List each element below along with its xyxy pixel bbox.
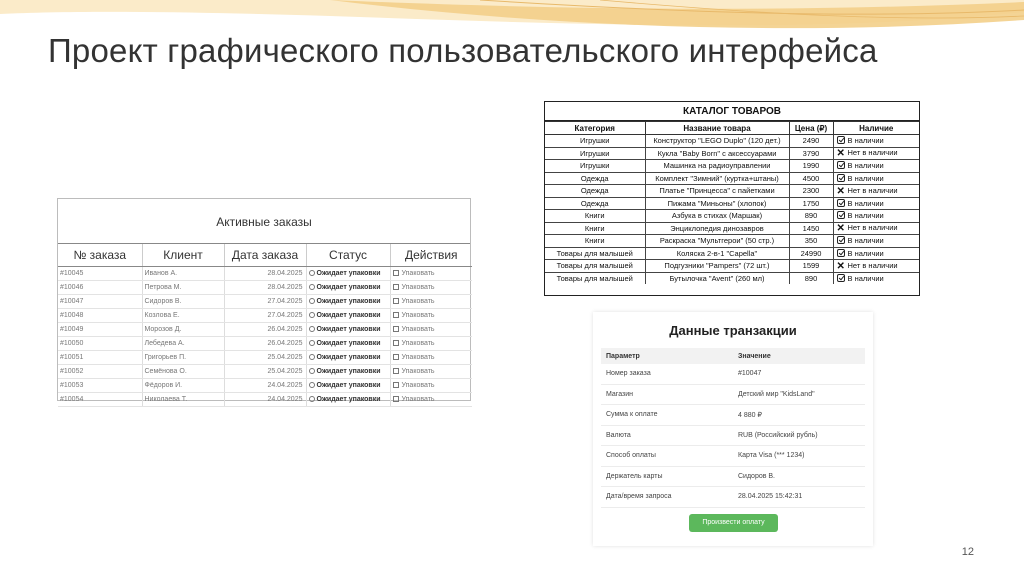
orders-cell-status xyxy=(306,393,390,407)
catalog-product-name: Азбука в стихах (Маршак) xyxy=(645,210,789,223)
orders-row xyxy=(58,337,472,351)
catalog-category: Игрушки xyxy=(545,135,645,148)
cross-icon: ✕ xyxy=(836,185,845,197)
catalog-category: Книги xyxy=(545,235,645,248)
orders-cell-order-number xyxy=(58,267,142,281)
order-number-text: #10048 xyxy=(60,312,84,319)
transaction-row xyxy=(601,487,865,508)
catalog-price: 2300 xyxy=(789,185,833,198)
catalog-availability xyxy=(833,235,919,248)
status-text: Ожидает упаковки xyxy=(316,298,381,305)
transaction-column-header: Параметр xyxy=(601,348,733,364)
order-number-text: #10046 xyxy=(60,284,84,291)
orders-cell-client xyxy=(142,351,224,365)
orders-cell-order-date xyxy=(224,337,306,351)
catalog-row xyxy=(545,135,919,148)
action-text: Упаковать xyxy=(401,340,435,347)
transaction-value: Сидоров В. xyxy=(733,466,865,487)
orders-column-header: № заказа xyxy=(58,244,142,267)
orders-cell-action[interactable] xyxy=(390,365,472,379)
client-text: Фёдоров И. xyxy=(144,382,183,389)
order-number-text: #10053 xyxy=(60,382,84,389)
action-text: Упаковать xyxy=(401,270,435,277)
orders-cell-status xyxy=(306,337,390,351)
catalog-column-header: Категория xyxy=(545,122,645,135)
active-orders-table xyxy=(57,198,471,401)
catalog-availability xyxy=(833,260,919,273)
orders-cell-action[interactable] xyxy=(390,337,472,351)
orders-cell-client xyxy=(142,309,224,323)
action-text: Упаковать xyxy=(401,312,435,319)
transaction-param: Дата/время запроса xyxy=(601,487,733,508)
package-icon xyxy=(393,270,399,276)
orders-column-header: Клиент xyxy=(142,244,224,267)
catalog-product-name: Подгузники "Pampers" (72 шт.) xyxy=(645,260,789,273)
orders-cell-order-date xyxy=(224,267,306,281)
clock-icon xyxy=(309,326,315,332)
status-text: Ожидает упаковки xyxy=(316,382,381,389)
transaction-row xyxy=(601,384,865,405)
order-number-text: #10052 xyxy=(60,368,84,375)
checkbox-checked-icon xyxy=(837,249,845,257)
catalog-category: Одежда xyxy=(545,185,645,198)
catalog-price: 2490 xyxy=(789,135,833,148)
catalog-column-header: Название товара xyxy=(645,122,789,135)
client-text: Петрова М. xyxy=(144,284,182,291)
catalog-row xyxy=(545,247,919,260)
status-text: Ожидает упаковки xyxy=(316,270,381,277)
availability-text: В наличии xyxy=(847,136,884,146)
client-text: Иванов А. xyxy=(144,270,178,277)
order-date-text: 28.04.2025 xyxy=(267,284,303,291)
catalog-category: Товары для малышей xyxy=(545,272,645,284)
orders-cell-status xyxy=(306,365,390,379)
catalog-product-name: Кукла "Baby Born" с аксессуарами xyxy=(645,147,789,160)
catalog-row xyxy=(545,160,919,173)
order-date-text: 25.04.2025 xyxy=(267,368,303,375)
availability-text: В наличии xyxy=(847,236,884,246)
orders-column-header: Статус xyxy=(306,244,390,267)
checkbox-checked-icon xyxy=(837,199,845,207)
checkbox-checked-icon xyxy=(837,161,845,169)
orders-cell-client xyxy=(142,267,224,281)
availability-text: В наличии xyxy=(847,173,884,183)
orders-cell-client xyxy=(142,281,224,295)
orders-cell-status xyxy=(306,267,390,281)
transaction-value: Детский мир "KidsLand" xyxy=(733,384,865,405)
action-text: Упаковать xyxy=(401,284,435,291)
transaction-row xyxy=(601,405,865,426)
availability-text: В наличии xyxy=(847,211,884,221)
client-text: Семёнова О. xyxy=(144,368,187,375)
catalog-row xyxy=(545,147,919,160)
transaction-title: Данные транзакции xyxy=(669,323,797,338)
status-text: Ожидает упаковки xyxy=(316,326,381,333)
orders-cell-order-date xyxy=(224,379,306,393)
orders-cell-status xyxy=(306,323,390,337)
order-date-text: 27.04.2025 xyxy=(267,312,303,319)
orders-cell-order-number xyxy=(58,295,142,309)
orders-cell-client xyxy=(142,323,224,337)
catalog-availability xyxy=(833,147,919,160)
transaction-value: 4 880 ₽ xyxy=(733,405,865,426)
catalog-price: 3790 xyxy=(789,147,833,160)
catalog-product-name: Коляска 2-в-1 "Capella" xyxy=(645,247,789,260)
status-text: Ожидает упаковки xyxy=(316,368,381,375)
orders-cell-order-date xyxy=(224,309,306,323)
orders-cell-client xyxy=(142,379,224,393)
orders-row xyxy=(58,393,472,407)
orders-cell-order-number xyxy=(58,309,142,323)
catalog-product-name: Машинка на радиоуправлении xyxy=(645,160,789,173)
catalog-price: 1450 xyxy=(789,222,833,235)
transaction-param: Номер заказа xyxy=(601,364,733,384)
clock-icon xyxy=(309,270,315,276)
transaction-row xyxy=(601,446,865,467)
page-number: 12 xyxy=(961,546,974,558)
orders-row xyxy=(58,309,472,323)
catalog-availability xyxy=(833,185,919,198)
catalog-column-header: Наличие xyxy=(833,122,919,135)
catalog-product-name: Платье "Принцесса" с пайетками xyxy=(645,185,789,198)
cross-icon: ✕ xyxy=(836,260,845,272)
orders-column-header: Дата заказа xyxy=(224,244,306,267)
catalog-title: КАТАЛОГ ТОВАРОВ xyxy=(545,102,919,121)
orders-cell-order-number xyxy=(58,393,142,407)
orders-row xyxy=(58,295,472,309)
action-text: Упаковать xyxy=(401,326,435,333)
pay-button[interactable]: Произвести оплату xyxy=(689,514,778,532)
catalog-availability xyxy=(833,210,919,223)
catalog-column-header: Цена (₽) xyxy=(789,122,833,135)
package-icon xyxy=(393,368,399,374)
action-text: Упаковать xyxy=(401,382,435,389)
catalog-row xyxy=(545,260,919,273)
orders-cell-order-date xyxy=(224,295,306,309)
clock-icon xyxy=(309,382,315,388)
availability-text: Нет в наличии xyxy=(847,148,898,158)
package-icon xyxy=(393,284,399,290)
checkbox-checked-icon xyxy=(837,236,845,244)
clock-icon xyxy=(309,312,315,318)
catalog-availability xyxy=(833,222,919,235)
orders-row xyxy=(58,351,472,365)
orders-title: Активные заказы xyxy=(58,199,470,244)
clock-icon xyxy=(309,284,315,290)
order-number-text: #10054 xyxy=(60,396,84,403)
orders-row xyxy=(58,281,472,295)
product-catalog-table xyxy=(544,101,920,296)
catalog-row xyxy=(545,210,919,223)
orders-cell-order-date xyxy=(224,365,306,379)
orders-column-header: Действия xyxy=(390,244,472,267)
catalog-category: Книги xyxy=(545,210,645,223)
status-text: Ожидает упаковки xyxy=(316,396,381,403)
transaction-param: Валюта xyxy=(601,425,733,446)
catalog-category: Книги xyxy=(545,222,645,235)
package-icon xyxy=(393,396,399,402)
order-date-text: 24.04.2025 xyxy=(267,382,303,389)
orders-cell-order-number xyxy=(58,337,142,351)
order-number-text: #10049 xyxy=(60,326,84,333)
checkbox-checked-icon xyxy=(837,211,845,219)
status-text: Ожидает упаковки xyxy=(316,312,381,319)
orders-cell-status xyxy=(306,281,390,295)
catalog-product-name: Конструктор "LEGO Duplo" (120 дет.) xyxy=(645,135,789,148)
availability-text: В наличии xyxy=(847,161,884,171)
order-date-text: 24.04.2025 xyxy=(267,396,303,403)
transaction-value: 28.04.2025 15:42:31 xyxy=(733,487,865,508)
clock-icon xyxy=(309,354,315,360)
orders-row xyxy=(58,379,472,393)
catalog-availability xyxy=(833,160,919,173)
catalog-price: 1750 xyxy=(789,197,833,210)
orders-cell-order-date xyxy=(224,323,306,337)
order-number-text: #10051 xyxy=(60,354,84,361)
order-number-text: #10047 xyxy=(60,298,84,305)
transaction-panel xyxy=(593,312,873,546)
catalog-category: Игрушки xyxy=(545,160,645,173)
catalog-price: 890 xyxy=(789,272,833,284)
status-text: Ожидает упаковки xyxy=(316,340,381,347)
catalog-category: Товары для малышей xyxy=(545,260,645,273)
action-text: Упаковать xyxy=(401,368,435,375)
status-text: Ожидает упаковки xyxy=(316,354,381,361)
action-text: Упаковать xyxy=(401,396,435,403)
catalog-category: Одежда xyxy=(545,172,645,185)
catalog-price: 4500 xyxy=(789,172,833,185)
catalog-category: Одежда xyxy=(545,197,645,210)
clock-icon xyxy=(309,396,315,402)
package-icon xyxy=(393,340,399,346)
package-icon xyxy=(393,354,399,360)
orders-cell-order-number xyxy=(58,351,142,365)
order-date-text: 28.04.2025 xyxy=(267,270,303,277)
checkbox-checked-icon xyxy=(837,136,845,144)
orders-cell-client xyxy=(142,365,224,379)
orders-cell-action[interactable] xyxy=(390,323,472,337)
order-date-text: 26.04.2025 xyxy=(267,340,303,347)
order-date-text: 27.04.2025 xyxy=(267,298,303,305)
catalog-price: 350 xyxy=(789,235,833,248)
orders-cell-client xyxy=(142,393,224,407)
orders-cell-order-date xyxy=(224,393,306,407)
order-number-text: #10045 xyxy=(60,270,84,277)
availability-text: Нет в наличии xyxy=(847,260,898,270)
catalog-product-name: Раскраска "Мультгерои" (50 стр.) xyxy=(645,235,789,248)
client-text: Лебедева А. xyxy=(144,340,185,347)
catalog-availability xyxy=(833,172,919,185)
catalog-price: 1990 xyxy=(789,160,833,173)
catalog-row xyxy=(545,185,919,198)
orders-row xyxy=(58,267,472,281)
orders-row xyxy=(58,323,472,337)
client-text: Козлова Е. xyxy=(144,312,180,319)
orders-cell-order-number xyxy=(58,379,142,393)
catalog-availability xyxy=(833,135,919,148)
order-number-text: #10050 xyxy=(60,340,84,347)
transaction-row xyxy=(601,364,865,384)
catalog-product-name: Бутылочка "Avent" (260 мл) xyxy=(645,272,789,284)
transaction-param: Держатель карты xyxy=(601,466,733,487)
catalog-row xyxy=(545,172,919,185)
package-icon xyxy=(393,382,399,388)
orders-cell-order-number xyxy=(58,323,142,337)
orders-cell-action[interactable] xyxy=(390,309,472,323)
order-date-text: 26.04.2025 xyxy=(267,326,303,333)
order-date-text: 25.04.2025 xyxy=(267,354,303,361)
catalog-availability xyxy=(833,272,919,284)
catalog-row xyxy=(545,235,919,248)
availability-text: Нет в наличии xyxy=(847,223,898,233)
transaction-value: #10047 xyxy=(733,364,865,384)
transaction-row xyxy=(601,466,865,487)
cross-icon: ✕ xyxy=(836,223,845,235)
transaction-column-header: Значение xyxy=(733,348,865,364)
orders-cell-action[interactable] xyxy=(390,281,472,295)
package-icon xyxy=(393,298,399,304)
catalog-product-name: Комплект "Зимний" (куртка+штаны) xyxy=(645,172,789,185)
availability-text: В наличии xyxy=(847,198,884,208)
action-text: Упаковать xyxy=(401,354,435,361)
catalog-availability xyxy=(833,247,919,260)
orders-cell-order-date xyxy=(224,281,306,295)
transaction-param: Способ оплаты xyxy=(601,446,733,467)
orders-cell-status xyxy=(306,295,390,309)
orders-cell-action[interactable] xyxy=(390,267,472,281)
availability-text: Нет в наличии xyxy=(847,185,898,195)
catalog-price: 1599 xyxy=(789,260,833,273)
status-text: Ожидает упаковки xyxy=(316,284,381,291)
transaction-value: RUB (Российский рубль) xyxy=(733,425,865,446)
catalog-product-name: Энциклопедия динозавров xyxy=(645,222,789,235)
client-text: Григорьев П. xyxy=(144,354,187,361)
orders-cell-status xyxy=(306,351,390,365)
catalog-availability xyxy=(833,197,919,210)
orders-cell-order-number xyxy=(58,281,142,295)
orders-cell-action[interactable] xyxy=(390,393,472,407)
catalog-category: Игрушки xyxy=(545,147,645,160)
catalog-row xyxy=(545,197,919,210)
catalog-price: 24990 xyxy=(789,247,833,260)
availability-text: В наличии xyxy=(847,273,884,283)
client-text: Морозов Д. xyxy=(144,326,182,333)
checkbox-checked-icon xyxy=(837,274,845,282)
orders-cell-action[interactable] xyxy=(390,295,472,309)
orders-row xyxy=(58,365,472,379)
catalog-row xyxy=(545,222,919,235)
clock-icon xyxy=(309,368,315,374)
catalog-product-name: Пижама "Миньоны" (хлопок) xyxy=(645,197,789,210)
orders-cell-order-number xyxy=(58,365,142,379)
orders-cell-status xyxy=(306,379,390,393)
orders-cell-client xyxy=(142,295,224,309)
orders-cell-action[interactable] xyxy=(390,351,472,365)
client-text: Сидоров В. xyxy=(144,298,182,305)
orders-cell-client xyxy=(142,337,224,351)
package-icon xyxy=(393,326,399,332)
checkbox-checked-icon xyxy=(837,174,845,182)
client-text: Николаева Т. xyxy=(144,396,188,403)
cross-icon: ✕ xyxy=(836,148,845,160)
package-icon xyxy=(393,312,399,318)
transaction-value: Карта Visa (*** 1234) xyxy=(733,446,865,467)
orders-cell-status xyxy=(306,309,390,323)
slide-title: Проект графического пользовательского интерфейса xyxy=(48,32,878,69)
orders-cell-action[interactable] xyxy=(390,379,472,393)
catalog-row xyxy=(545,272,919,284)
availability-text: В наличии xyxy=(847,248,884,258)
catalog-price: 890 xyxy=(789,210,833,223)
transaction-row xyxy=(601,425,865,446)
transaction-param: Магазин xyxy=(601,384,733,405)
orders-cell-order-date xyxy=(224,351,306,365)
clock-icon xyxy=(309,340,315,346)
catalog-category: Товары для малышей xyxy=(545,247,645,260)
transaction-param: Сумма к оплате xyxy=(601,405,733,426)
action-text: Упаковать xyxy=(401,298,435,305)
clock-icon xyxy=(309,298,315,304)
